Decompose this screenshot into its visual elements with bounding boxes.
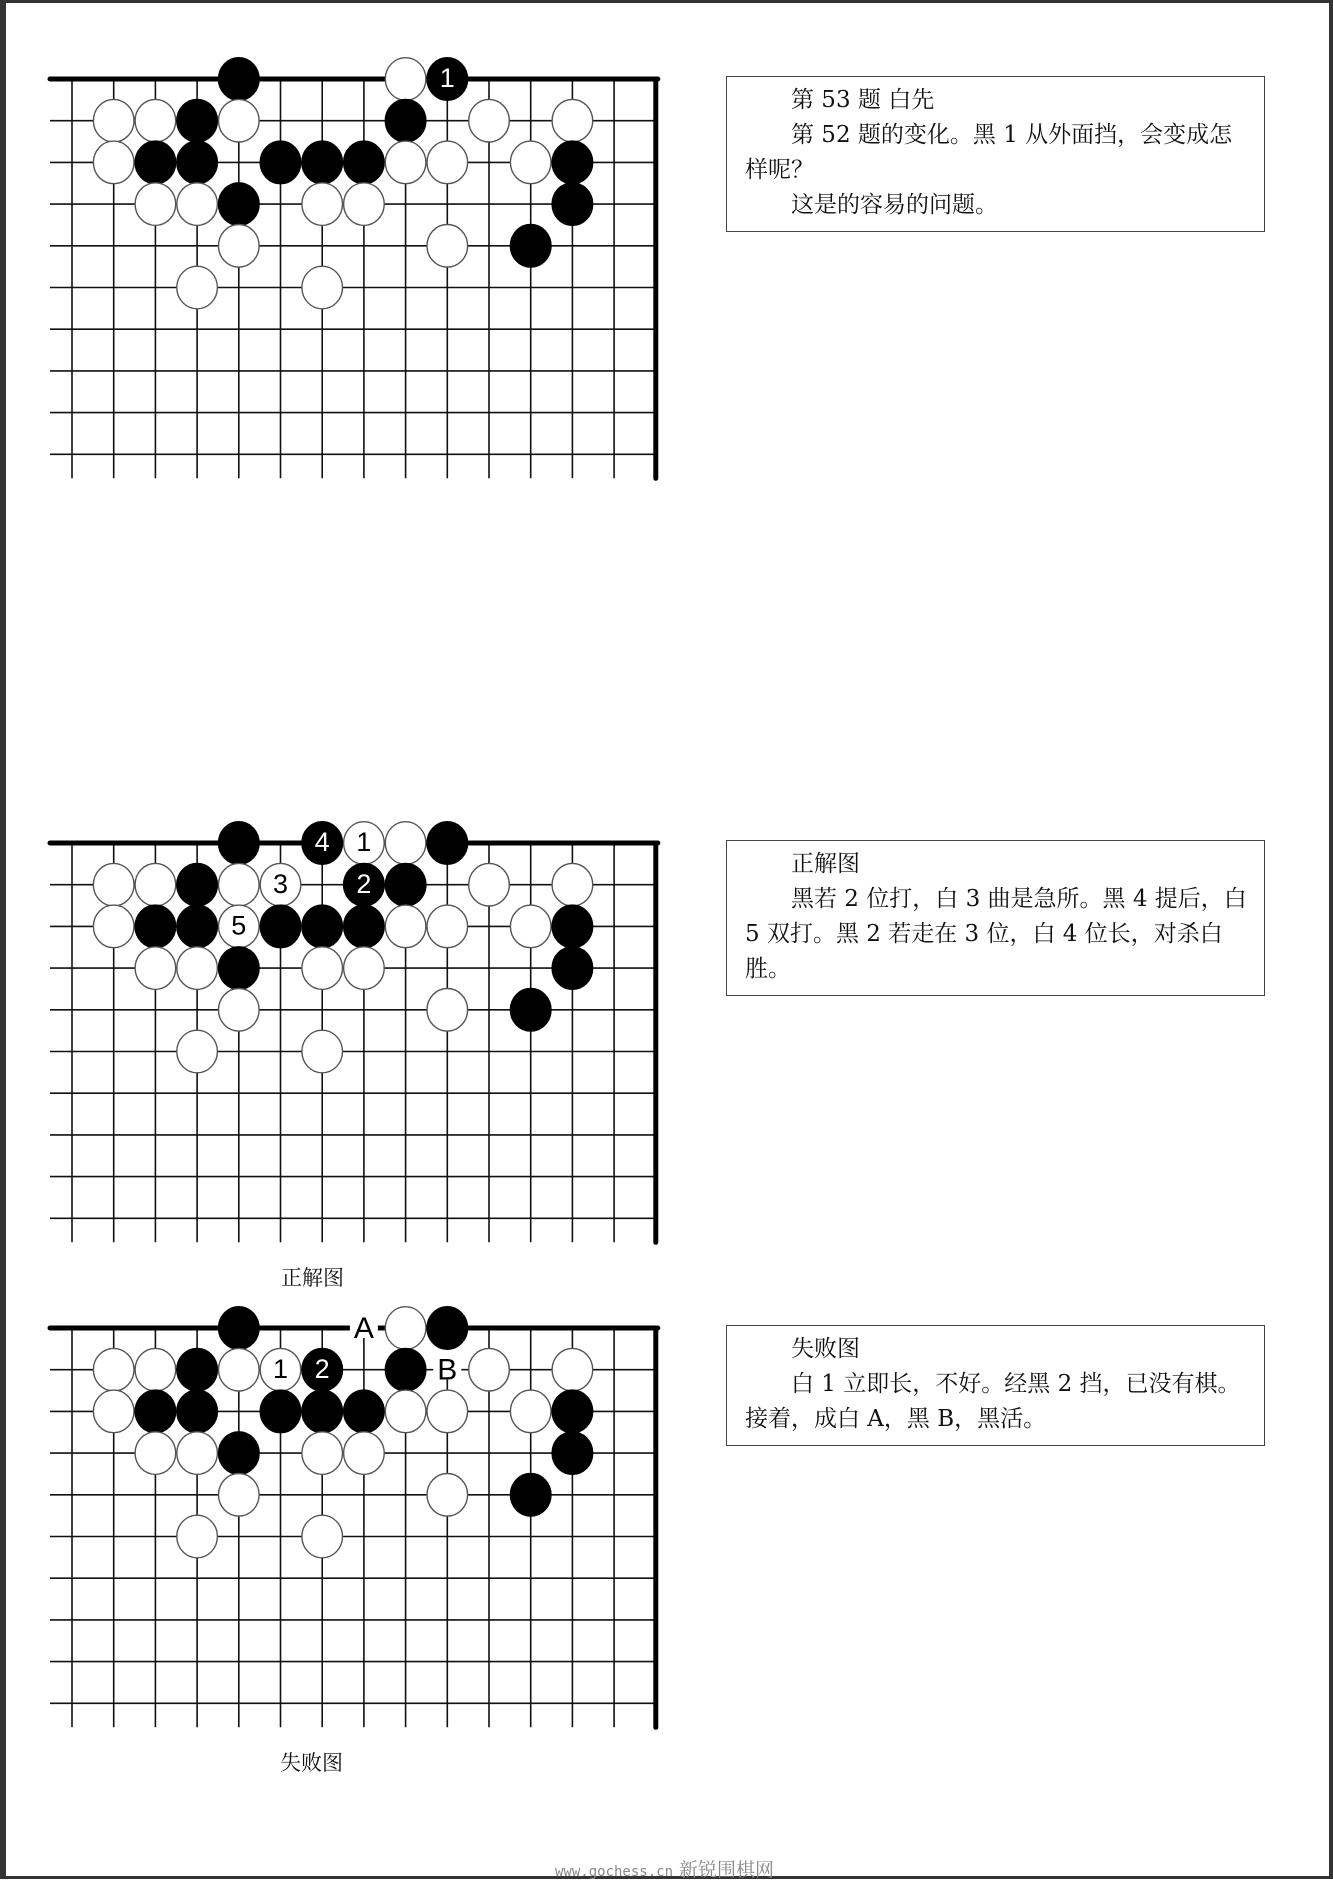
white-stone xyxy=(93,99,134,142)
white-stone xyxy=(135,1432,176,1475)
black-stone xyxy=(177,1348,218,1391)
black-stone xyxy=(552,947,593,990)
white-stone xyxy=(177,947,218,990)
go-board-failure xyxy=(0,1288,700,1768)
board-svg xyxy=(0,803,700,1283)
black-stone xyxy=(219,1432,260,1475)
white-stone xyxy=(219,99,260,142)
go-board-problem xyxy=(0,39,700,519)
black-stone xyxy=(385,863,426,906)
white-stone xyxy=(344,947,385,990)
black-stone xyxy=(552,141,593,184)
white-stone xyxy=(302,1030,343,1073)
white-stone xyxy=(427,989,468,1032)
black-stone xyxy=(260,1390,301,1433)
board-svg xyxy=(0,1288,700,1768)
black-stone xyxy=(177,99,218,142)
black-stone xyxy=(135,1390,176,1433)
black-stone xyxy=(302,1390,343,1433)
caption-failure: 失败图 xyxy=(280,1751,343,1775)
black-stone-2 xyxy=(302,1348,343,1391)
failure-box xyxy=(726,1325,1265,1446)
white-stone xyxy=(219,1348,260,1391)
black-stone xyxy=(385,1348,426,1391)
svg-text:1: 1 xyxy=(272,1353,289,1384)
black-stone xyxy=(302,141,343,184)
white-stone xyxy=(219,225,260,268)
white-stone-1 xyxy=(344,822,385,865)
svg-text:1: 1 xyxy=(439,63,455,94)
black-stone xyxy=(385,99,426,142)
white-stone xyxy=(385,141,426,184)
white-stone xyxy=(177,1432,218,1475)
black-stone xyxy=(260,905,301,948)
white-stone xyxy=(385,905,426,948)
white-stone xyxy=(135,99,176,142)
white-stone xyxy=(469,1348,510,1391)
black-stone xyxy=(177,1390,218,1433)
white-stone xyxy=(135,947,176,990)
black-stone xyxy=(302,905,343,948)
white-stone xyxy=(177,183,218,226)
failure-text: 白 1 立即长，不好。经黑 2 挡，已没有棋。接着，成白 A，黑 B，黑活。 xyxy=(745,1371,1241,1432)
white-stone xyxy=(344,183,385,226)
white-stone xyxy=(552,99,593,142)
white-stone xyxy=(427,1390,468,1433)
white-stone xyxy=(427,905,468,948)
problem-description-box xyxy=(726,76,1265,232)
board-mark-A xyxy=(350,1308,378,1345)
board-mark-B xyxy=(433,1350,461,1387)
white-stone xyxy=(552,863,593,906)
problem-note: 这是的容易的问题。 xyxy=(791,192,998,218)
white-stone xyxy=(302,1515,343,1558)
white-stone xyxy=(177,1030,218,1073)
black-stone xyxy=(219,183,260,226)
white-stone xyxy=(302,183,343,226)
white-stone xyxy=(427,141,468,184)
white-stone xyxy=(302,1432,343,1475)
black-stone-2 xyxy=(344,863,385,906)
white-stone-3 xyxy=(260,863,301,906)
black-stone xyxy=(427,822,468,865)
black-stone xyxy=(552,183,593,226)
svg-text:B: B xyxy=(437,1353,458,1387)
correct-solution-text: 黑若 2 位打，白 3 曲是急所。黑 4 提后，白 5 双打。黑 2 若走在 3 位，白 4 位长，对杀白胜。 xyxy=(745,886,1247,982)
white-stone xyxy=(385,1390,426,1433)
black-stone xyxy=(219,822,260,865)
black-stone xyxy=(510,225,551,268)
correct-solution-title: 正解图 xyxy=(791,851,860,877)
black-stone xyxy=(344,1390,385,1433)
black-stone xyxy=(219,947,260,990)
white-stone xyxy=(385,58,426,101)
black-stone xyxy=(177,905,218,948)
white-stone xyxy=(385,822,426,865)
white-stone xyxy=(427,225,468,268)
black-stone xyxy=(510,989,551,1032)
white-stone xyxy=(135,183,176,226)
problem-text: 第 52 题的变化。黑 1 从外面挡，会变成怎样呢？ xyxy=(745,122,1233,183)
white-stone xyxy=(135,1348,176,1391)
white-stone xyxy=(177,266,218,309)
white-stone xyxy=(93,863,134,906)
svg-text:3: 3 xyxy=(272,868,289,899)
white-stone-1 xyxy=(260,1348,301,1391)
black-stone xyxy=(219,58,260,101)
black-stone xyxy=(177,141,218,184)
white-stone xyxy=(302,266,343,309)
black-stone xyxy=(135,141,176,184)
problem-title: 第 53 题 白先 xyxy=(791,87,935,113)
black-stone xyxy=(552,1432,593,1475)
white-stone xyxy=(93,905,134,948)
svg-text:1: 1 xyxy=(356,827,372,858)
black-stone xyxy=(552,905,593,948)
white-stone xyxy=(219,1474,260,1517)
board-svg xyxy=(0,39,700,519)
svg-text:2: 2 xyxy=(314,1353,330,1384)
black-stone-4 xyxy=(302,822,343,865)
black-stone-1 xyxy=(427,58,468,101)
white-stone xyxy=(219,863,260,906)
white-stone xyxy=(93,1390,134,1433)
black-stone xyxy=(260,141,301,184)
white-stone xyxy=(177,1515,218,1558)
white-stone xyxy=(510,141,551,184)
black-stone xyxy=(135,905,176,948)
white-stone xyxy=(385,1307,426,1350)
svg-text:4: 4 xyxy=(314,827,330,858)
footer-watermark xyxy=(555,1855,774,1882)
black-stone xyxy=(552,1390,593,1433)
black-stone xyxy=(510,1474,551,1517)
white-stone-5 xyxy=(219,905,260,948)
svg-text:A: A xyxy=(353,1311,374,1345)
white-stone xyxy=(510,1390,551,1433)
go-board-correct-solution xyxy=(0,803,700,1283)
white-stone xyxy=(427,1474,468,1517)
white-stone xyxy=(552,1348,593,1391)
white-stone xyxy=(135,863,176,906)
white-stone xyxy=(302,947,343,990)
footer-site-name: 新锐围棋网 xyxy=(679,1859,775,1881)
black-stone xyxy=(177,863,218,906)
white-stone xyxy=(93,141,134,184)
white-stone xyxy=(93,1348,134,1391)
white-stone xyxy=(219,989,260,1032)
white-stone xyxy=(469,863,510,906)
footer-url: www.gochess.cn xyxy=(555,1864,674,1880)
correct-solution-box xyxy=(726,840,1265,996)
caption-correct-solution: 正解图 xyxy=(281,1266,344,1290)
black-stone xyxy=(219,1307,260,1350)
black-stone xyxy=(344,905,385,948)
white-stone xyxy=(344,1432,385,1475)
black-stone xyxy=(344,141,385,184)
white-stone xyxy=(469,99,510,142)
white-stone xyxy=(510,905,551,948)
svg-text:5: 5 xyxy=(231,910,247,941)
failure-title: 失败图 xyxy=(791,1336,860,1362)
black-stone xyxy=(427,1307,468,1350)
svg-text:2: 2 xyxy=(356,868,372,899)
